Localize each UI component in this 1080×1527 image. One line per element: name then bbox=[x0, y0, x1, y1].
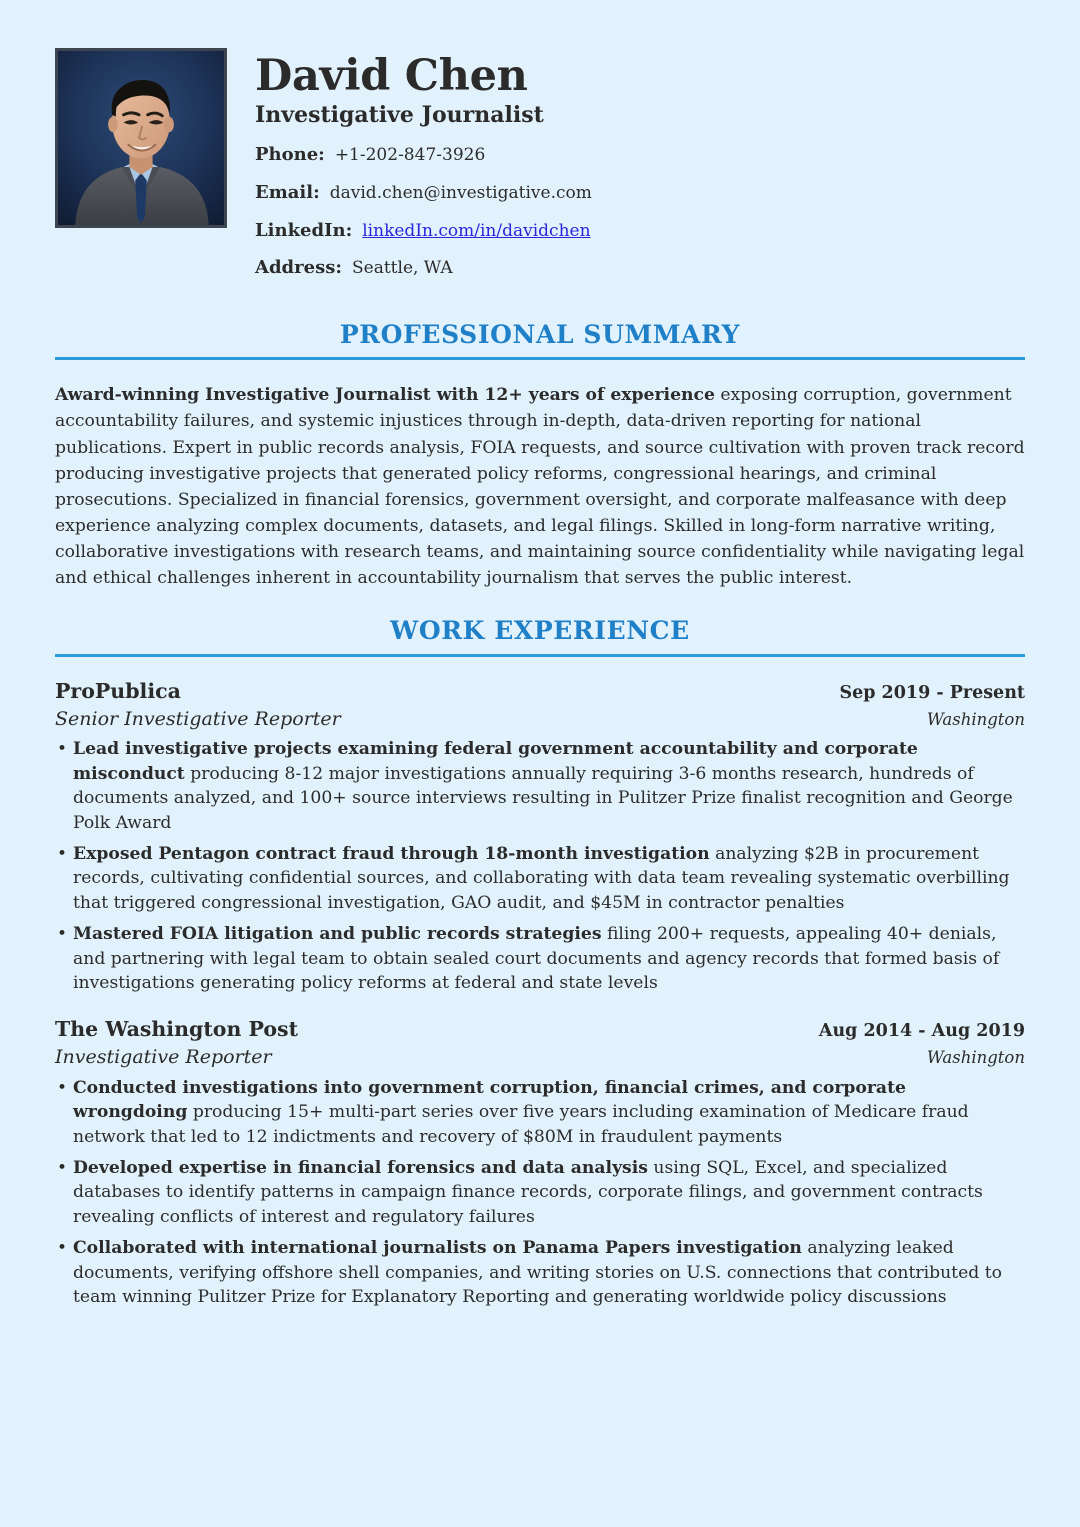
contact-label-address: Address: bbox=[255, 257, 342, 279]
candidate-title: Investigative Journalist bbox=[255, 102, 544, 129]
experience-entry-left bbox=[55, 1017, 298, 1069]
job-bullet-rest: producing 15+ multi-part series over five years including examination of Medicare fraud network that led to 12 indictments and recovery of $80M in fraudulent payments bbox=[73, 1102, 969, 1147]
contact-row-phone bbox=[255, 144, 1025, 166]
job-bullet bbox=[55, 922, 1025, 995]
experience-entry-header bbox=[55, 1017, 1025, 1069]
section-heading-experience: WORK EXPERIENCE bbox=[390, 616, 690, 646]
job-bullet-rest: filing 200+ requests, appealing 40+ denials, and partnering with legal team to obtain sealed court documents and agency records that formed basis of investigations generating policy reforms at federal and state levels bbox=[73, 924, 1000, 994]
linkedin-link[interactable]: linkedIn.com/in/davidchen bbox=[362, 220, 591, 241]
job-bullet-rest: producing 8-12 major investigations annually requiring 3-6 months research, hundreds of documents analyzed, and 100+ source interviews resulting in Pulitzer Prize finalist recognition and George Polk Award bbox=[73, 763, 1013, 833]
section-divider-experience bbox=[55, 654, 1025, 657]
job-bullet-lead: Collaborated with international journalists on Panama Papers investigation bbox=[73, 1238, 802, 1259]
company-name: ProPublica bbox=[55, 678, 181, 703]
resume-header bbox=[55, 48, 1025, 295]
section-work-experience bbox=[55, 617, 1025, 1309]
job-dates: Sep 2019 - Present bbox=[839, 682, 1025, 703]
experience-entry-header bbox=[55, 679, 1025, 731]
candidate-name: David Chen bbox=[255, 51, 528, 101]
job-bullet-lead: Conducted investigations into government corruption, financial crimes, and corporate wrongdoing bbox=[73, 1077, 906, 1123]
header-text-block bbox=[255, 48, 1025, 295]
section-divider-summary bbox=[55, 357, 1025, 360]
job-position: Investigative Reporter bbox=[55, 1046, 272, 1069]
job-bullet-lead: Mastered FOIA litigation and public records strategies bbox=[73, 924, 602, 945]
job-bullet bbox=[55, 842, 1025, 915]
job-location: Washington bbox=[926, 709, 1025, 729]
contact-label-linkedin: LinkedIn: bbox=[255, 219, 353, 241]
job-position: Senior Investigative Reporter bbox=[55, 707, 341, 730]
job-bullet bbox=[55, 737, 1025, 835]
contact-value-email: david.chen@investigative.com bbox=[329, 183, 592, 204]
job-bullet bbox=[55, 1156, 1025, 1229]
experience-entry-left bbox=[55, 679, 341, 731]
contact-row-linkedin bbox=[255, 220, 1025, 242]
job-bullet bbox=[55, 1236, 1025, 1309]
job-bullet-lead: Exposed Pentagon contract fraud through 18-month investigation bbox=[73, 843, 710, 864]
job-bullet-list bbox=[55, 737, 1025, 995]
job-bullet-rest: analyzing leaked documents, verifying offshore shell companies, and writing stories on U.S. connections that contributed to team winning Pulitzer Prize for Explanatory Reporting and generating worldwide policy discussions bbox=[73, 1238, 1002, 1308]
summary-body: exposing corruption, government accountability failures, and systemic injustices through in-depth, data-driven reporting for national publications. Expert in public records analysis, FOIA requests, and source cultivation with proven track record producing investigative projects that generated policy reforms, congressional hearings, and criminal prosecutions. Specialized in financial forensics, government oversight, and corporate malfeasance with deep experience analyzing complex documents, datasets, and legal filings. Skilled in long-form narrative writing, collaborative investigations with research teams, and maintaining source confidentiality while navigating legal and ethical challenges inherent in accountability journalism that serves the public interest. bbox=[55, 385, 1025, 589]
job-location: Washington bbox=[926, 1048, 1025, 1068]
profile-photo bbox=[55, 48, 227, 228]
job-dates: Aug 2014 - Aug 2019 bbox=[818, 1021, 1025, 1042]
profile-photo-image bbox=[58, 51, 224, 225]
experience-entry bbox=[55, 679, 1025, 996]
section-professional-summary bbox=[55, 321, 1025, 592]
contact-row-email bbox=[255, 182, 1025, 204]
contact-value-address: Seattle, WA bbox=[352, 258, 453, 279]
contact-value-phone: +1-202-847-3926 bbox=[334, 145, 486, 166]
company-name: The Washington Post bbox=[55, 1017, 299, 1042]
job-bullet-rest: analyzing $2B in procurement records, cultivating confidential sources, and collaborating with data team revealing systematic overbilling that triggered congressional investigation, GAO audit, and $45M in contractor penalties bbox=[73, 843, 1010, 913]
experience-entry-right bbox=[819, 1021, 1025, 1068]
summary-lead: Award-winning Investigative Journalist with 12+ years of experience bbox=[55, 385, 715, 406]
contact-row-address bbox=[255, 257, 1025, 279]
job-bullet-lead: Lead investigative projects examining federal government accountability and corporate misconduct bbox=[73, 739, 918, 784]
job-bullet-rest: using SQL, Excel, and specialized databases to identify patterns in campaign finance records, corporate filings, and government contracts revealing conflicts of interest and regulatory failures bbox=[73, 1158, 983, 1227]
summary-paragraph bbox=[55, 382, 1025, 591]
job-bullet-list bbox=[55, 1076, 1025, 1310]
contact-label-email: Email: bbox=[255, 182, 320, 204]
experience-entry bbox=[55, 1017, 1025, 1309]
experience-entry-right bbox=[839, 683, 1025, 730]
job-bullet-lead: Developed expertise in financial forensics and data analysis bbox=[73, 1158, 648, 1179]
job-bullet bbox=[55, 1076, 1025, 1149]
contact-label-phone: Phone: bbox=[255, 144, 325, 166]
section-heading-summary: PROFESSIONAL SUMMARY bbox=[339, 319, 741, 349]
